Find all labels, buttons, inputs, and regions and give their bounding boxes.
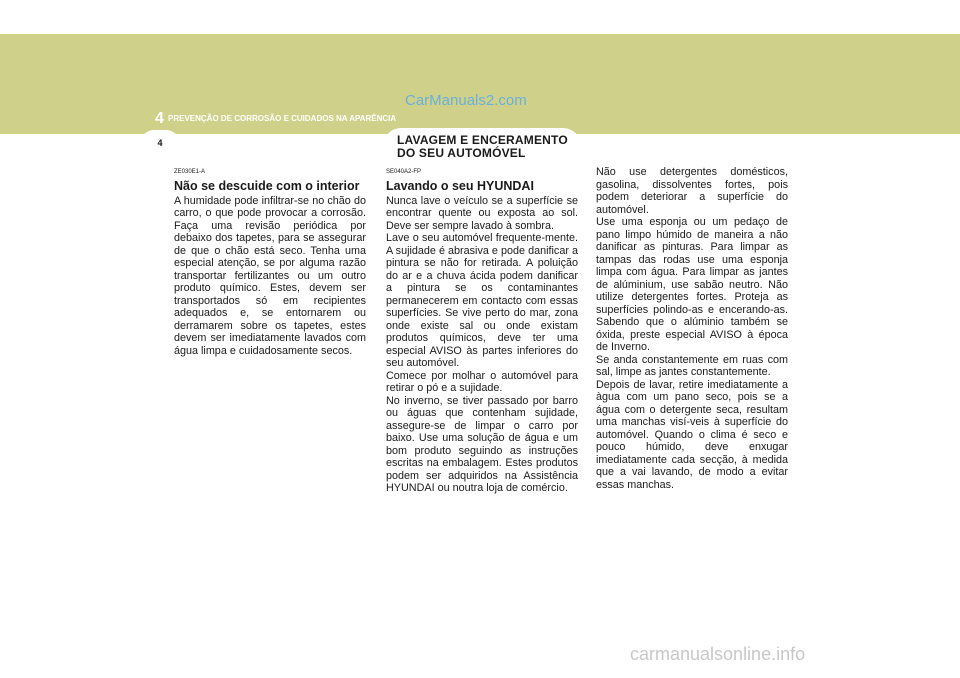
column-washing [386, 166, 578, 495]
footer-watermark: carmanualsonline.info [630, 644, 806, 664]
paragraph: Não use detergentes domésticos, gasolina, dissolventes fortes, pois podem deteriorar a superfície do automóvel. [596, 166, 788, 216]
paragraph: Use uma esponja ou um pedaço de pano limpo húmido de maneira a não danificar as pinturas. Para limpar as tampas das rodas use uma esponja limpa com água. Para limpar as jantes de alúminium, use sabão neutro. Não utilize detergentes fortes. Proteja as superfícies polindo-as e encerando-as. Sabendo que o alúminio também se óxida, preste especial AVISO à época de Inverno. [596, 216, 788, 353]
section-heading: Lavando o seu HYUNDAI [386, 178, 534, 193]
column-interior [174, 166, 366, 357]
chapter-banner [0, 34, 960, 134]
column-washing-continued [596, 166, 788, 491]
paragraph: A humidade pode infiltrar-se no chão do carro, o que pode provocar a corrosão. Faça uma revisão periódica por debaixo dos tapetes, para se assegurar de que o chão está seco. Tenha uma especial atenção, se por alguma razão transportar fertilizantes ou um outro produto químico. Estes, devem ser transportados só em recipientes adequados e, se entornarem ou derramarem sobre os tapetes, estes devem ser imediatamente lavados com água limpa e cuidadosamente secos. [174, 194, 366, 357]
paragraph: Nunca lave o veículo se a superfície se encontrar quente ou exposta ao sol. Deve ser sempre lavado à sombra. [386, 194, 578, 232]
page-tab [140, 130, 180, 158]
paragraph: Lave o seu automóvel frequente-mente. A sujidade é abrasiva e pode danificar a pintura se não for retirada. A poluição do ar e a chuva ácida podem danificar a pintura se os contaminantes permanecerem em contacto com essas superfícies. Se vive perto do mar, zona onde existe sal ou onde existam produtos químicos, deve ter uma especial AVISO às partes inferiores do seu automóvel. [386, 232, 578, 369]
section-title [397, 134, 568, 160]
paragraph: No inverno, se tiver passado por barro ou águas que contenham sujidade, assegure-se de limpar o carro por baixo. Use uma solução de água e um bom produto seguindo as instruções escritas na embalagem. Estes produtos podem ser adquiridos na Assistência HYUNDAI ou noutra loja de comércio. [386, 394, 578, 494]
section-tab [383, 128, 581, 164]
chapter-title: PREVENÇÃO DE CORROSÃO E CUIDADOS NA APARÊNCIA [168, 114, 397, 123]
section-heading: Não se descuide com o interior [174, 178, 360, 193]
section-code: SE040A2-FP [386, 169, 422, 175]
page-number: 4 [157, 138, 163, 148]
section-code: ZE030E1-A [174, 169, 206, 175]
paragraph: Comece por molhar o automóvel para retirar o pó e a sujidade. [386, 369, 578, 394]
chapter-number: 4 [155, 110, 164, 127]
section-title-line2: DO SEU AUTOMÓVEL [397, 146, 526, 160]
watermark-link[interactable]: CarManuals2.com [405, 92, 527, 109]
paragraph: Depois de lavar, retire imediatamente a àgua com um pano seco, pois se a água com o detergente seca, resultam uma manchas visí-veis à superfície do automóvel. Quando o clima é seco e pouco húmido, deve enxugar imediatamente cada secção, à medida que a vai lavando, de modo a evitar essas manchas. [596, 378, 788, 491]
section-title-line1: LAVAGEM E ENCERAMENTO [397, 133, 568, 147]
paragraph: Se anda constantemente em ruas com sal, limpe as jantes constantemente. [596, 353, 788, 378]
